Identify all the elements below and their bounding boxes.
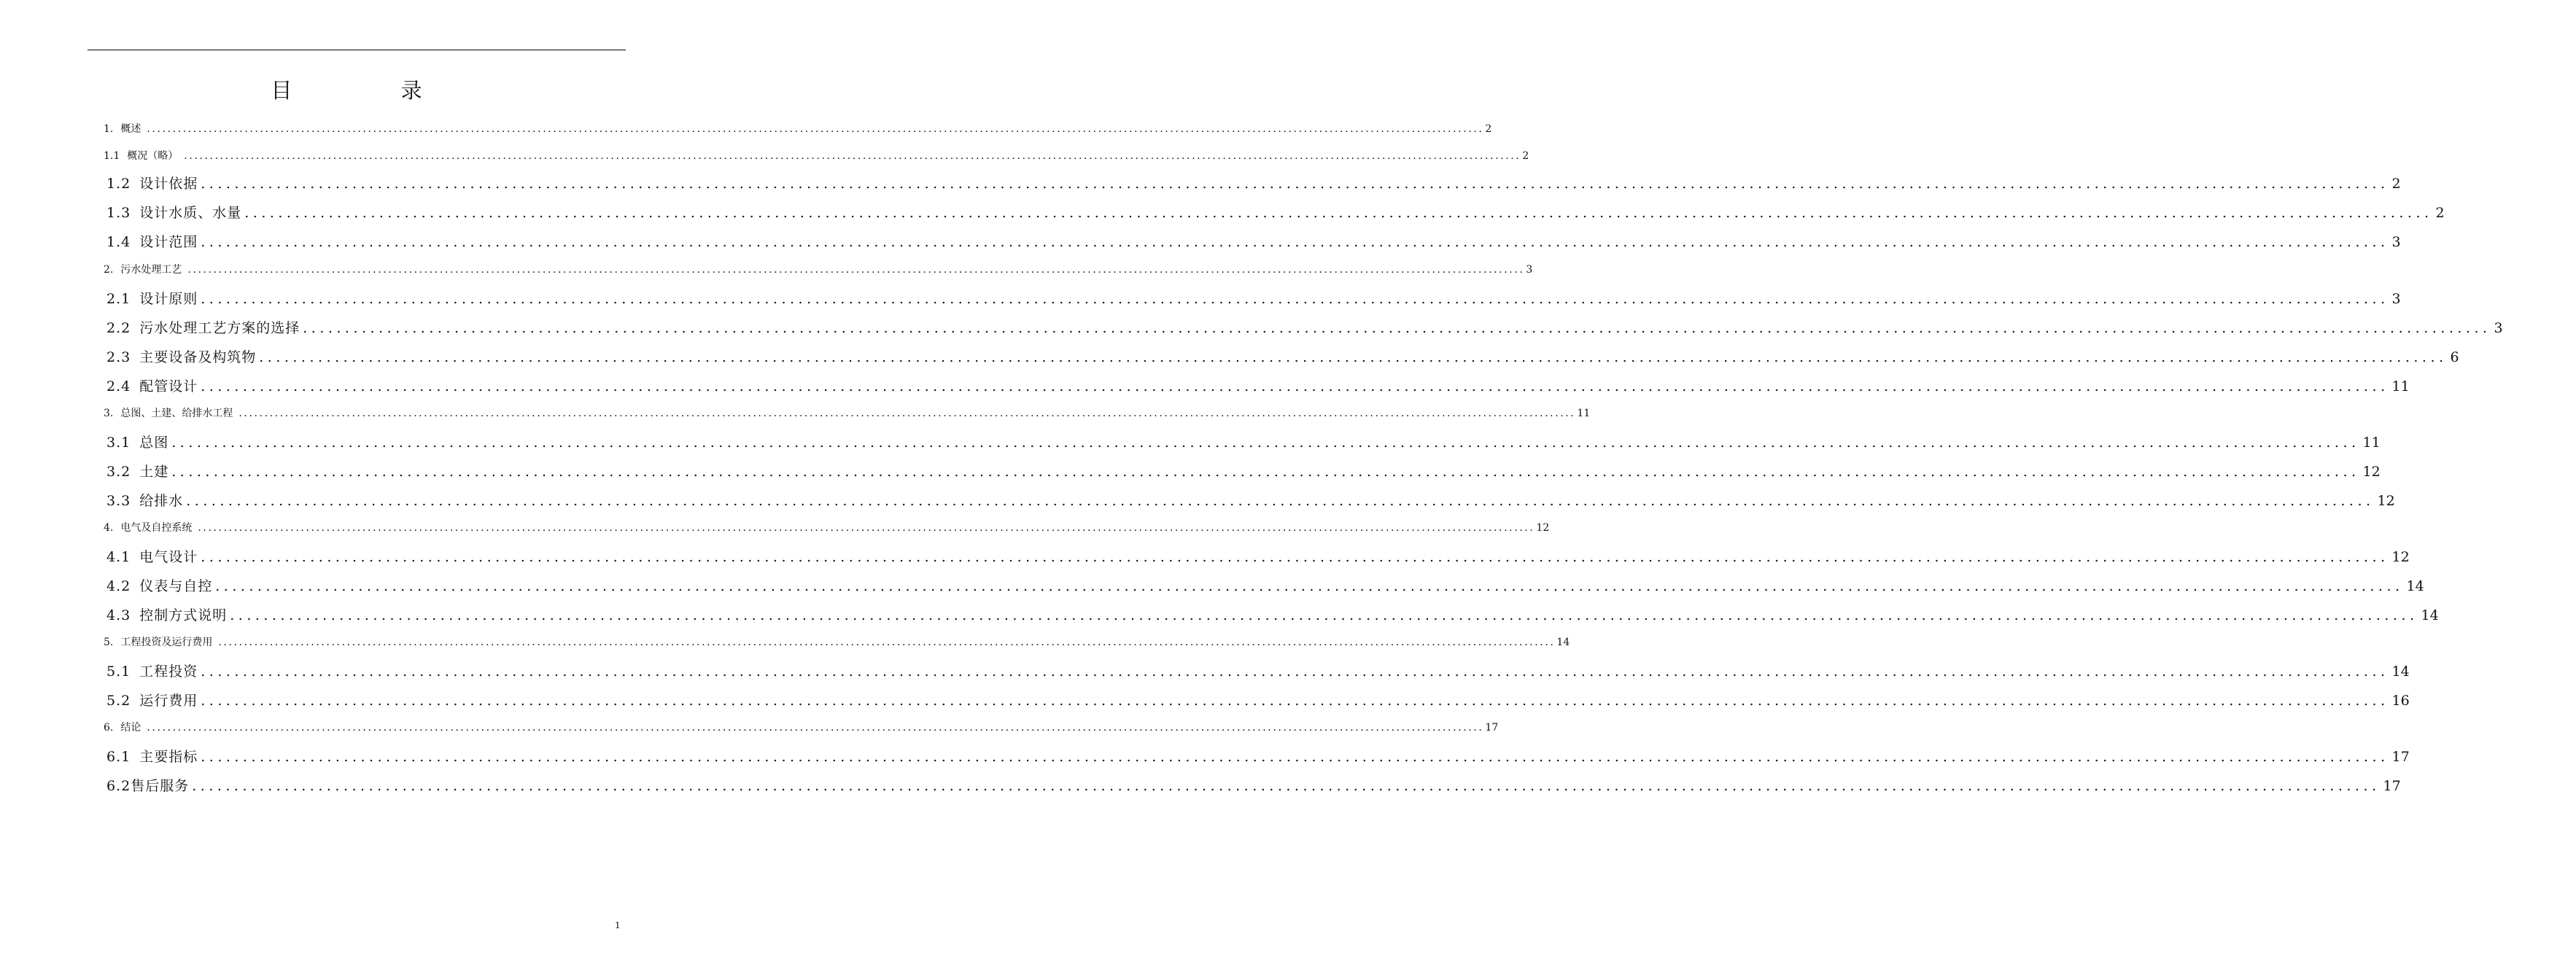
toc-entry-text: 设计水质、水量: [139, 205, 242, 221]
toc-entry-text: 控制方式说明: [139, 607, 228, 623]
toc-entry-page: 11: [2362, 435, 2381, 451]
toc-entry-page: 11: [1577, 408, 1591, 419]
toc-entry-number: 6.2: [106, 778, 131, 794]
toc-leader-dots: ....................................................................................................................................................................................................................................................................: [171, 435, 2360, 451]
toc-entry-1-1[interactable]: [0, 148, 1529, 164]
toc-entry-number: 2.1: [106, 291, 131, 307]
toc-entry-4-3[interactable]: [0, 604, 2439, 626]
toc-leader-dots: ....................................................................................................................................................................................................................................................................: [198, 522, 1535, 534]
toc-leader-dots: ....................................................................................................................................................................................................................................................................: [187, 264, 1525, 276]
toc-entry-page: 14: [2421, 607, 2439, 623]
toc-entry-page: 2: [2435, 205, 2445, 221]
toc-entry-number: 4.1: [106, 549, 131, 565]
toc-entry-page: 14: [2406, 578, 2424, 594]
toc-entry-number: 4.2: [106, 578, 131, 594]
toc-entry-4[interactable]: [0, 520, 1550, 536]
toc-leader-dots: ....................................................................................................................................................................................................................................................................: [244, 205, 2433, 221]
toc-entry-6-1[interactable]: [0, 746, 2410, 768]
toc-entry-2[interactable]: [0, 262, 1533, 278]
toc-entry-number: 1.: [104, 123, 114, 135]
toc-entry-3[interactable]: [0, 405, 1591, 421]
toc-entry-page: 17: [1485, 722, 1499, 734]
toc-entry-6-2[interactable]: [0, 775, 2401, 797]
toc-entry-number: 5.2: [106, 693, 131, 709]
toc-entry-number: 1.1: [104, 150, 120, 162]
toc-entry-number: 6.: [104, 722, 114, 734]
toc-leader-dots: ....................................................................................................................................................................................................................................................................: [171, 464, 2360, 480]
toc-entry-1-3[interactable]: [0, 202, 2445, 224]
toc-leader-dots: ....................................................................................................................................................................................................................................................................: [218, 637, 1556, 648]
toc-entry-text: 电气及自控系统: [120, 522, 193, 534]
toc-entry-text: 总图、土建、给排水工程: [120, 408, 233, 419]
toc-entry-1-2[interactable]: [0, 173, 2401, 195]
toc-leader-dots: ....................................................................................................................................................................................................................................................................: [303, 320, 2491, 336]
toc-entry-page: 3: [2494, 320, 2503, 336]
toc-entry-6[interactable]: [0, 720, 1499, 736]
toc-entry-text: 电气设计: [139, 549, 198, 565]
toc-leader-dots: ....................................................................................................................................................................................................................................................................: [201, 234, 2389, 250]
toc-entry-text: 概述: [120, 123, 141, 135]
toc-entry-number: 1.2: [106, 176, 131, 192]
toc-entry-page: 6: [2450, 349, 2459, 365]
page-number: 1: [615, 920, 621, 930]
toc-entry-2-3[interactable]: [0, 346, 2459, 368]
toc-entry-page: 2: [1522, 150, 1529, 162]
toc-entry-2-4[interactable]: [0, 376, 2410, 397]
toc-entry-5-2[interactable]: [0, 690, 2410, 712]
toc-entry-number: 5.1: [106, 664, 131, 680]
toc-entry-page: 2: [2391, 176, 2401, 192]
toc-entry-page: 12: [2391, 549, 2410, 565]
toc-entry-text: 概况（略）: [127, 150, 179, 162]
toc-entry-number: 3.2: [106, 464, 131, 480]
toc-leader-dots: ....................................................................................................................................................................................................................................................................: [201, 549, 2389, 565]
toc-entry-text: 主要指标: [139, 749, 198, 765]
toc-entry-page: 12: [2362, 464, 2381, 480]
toc-entry-3-3[interactable]: [0, 490, 2395, 512]
toc-entry-number: 6.1: [106, 749, 131, 765]
toc-entry-page: 2: [1485, 123, 1492, 135]
toc-entry-text: 总图: [139, 435, 169, 451]
toc-entry-number: 2.: [104, 264, 114, 276]
toc-entry-2-1[interactable]: [0, 288, 2401, 310]
toc-leader-dots: ....................................................................................................................................................................................................................................................................: [147, 722, 1484, 734]
toc-entry-page: 12: [2377, 493, 2395, 509]
toc-entry-number: 3.: [104, 408, 114, 419]
toc-entry-page: 3: [1526, 264, 1533, 276]
toc-entry-text: 结论: [120, 722, 141, 734]
toc-leader-dots: ....................................................................................................................................................................................................................................................................: [201, 749, 2389, 765]
toc-leader-dots: ....................................................................................................................................................................................................................................................................: [201, 176, 2389, 192]
toc-entry-number: 1.4: [106, 234, 131, 250]
toc-leader-dots: ....................................................................................................................................................................................................................................................................: [192, 778, 2381, 794]
toc-entry-text: 运行费用: [139, 693, 198, 709]
toc-entry-page: 14: [2391, 664, 2410, 680]
toc-entry-3-2[interactable]: [0, 461, 2381, 483]
toc-entry-number: 2.2: [106, 320, 131, 336]
toc-entry-number: 3.1: [106, 435, 131, 451]
toc-entry-page: 17: [2391, 749, 2410, 765]
toc-leader-dots: ....................................................................................................................................................................................................................................................................: [230, 607, 2418, 623]
toc-entry-page: 14: [1556, 637, 1570, 648]
toc-entry-number: 4.3: [106, 607, 131, 623]
toc-entry-text: 工程投资: [139, 664, 198, 680]
toc-leader-dots: ....................................................................................................................................................................................................................................................................: [238, 408, 1576, 419]
toc-leader-dots: ....................................................................................................................................................................................................................................................................: [201, 693, 2389, 709]
toc-leader-dots: ....................................................................................................................................................................................................................................................................: [184, 150, 1521, 162]
toc-entry-page: 17: [2383, 778, 2401, 794]
toc-entry-text: 配管设计: [139, 378, 198, 394]
toc-leader-dots: ....................................................................................................................................................................................................................................................................: [215, 578, 2404, 594]
toc-entry-page: 12: [1536, 522, 1550, 534]
toc-entry-number: 5.: [104, 637, 114, 648]
toc-entry-text: 设计依据: [139, 176, 198, 192]
toc-leader-dots: ....................................................................................................................................................................................................................................................................: [259, 349, 2448, 365]
toc-leader-dots: ....................................................................................................................................................................................................................................................................: [147, 123, 1484, 135]
toc-entry-4-2[interactable]: [0, 575, 2424, 597]
toc-entry-number: 4.: [104, 522, 114, 534]
toc-entry-3-1[interactable]: [0, 432, 2381, 454]
toc-entry-text: 售后服务: [131, 778, 190, 794]
toc-entry-text: 污水处理工艺方案的选择: [139, 320, 300, 336]
toc-entry-1[interactable]: [0, 121, 1492, 137]
toc-entry-4-1[interactable]: [0, 546, 2410, 568]
toc-entry-2-2[interactable]: [0, 317, 2503, 339]
toc-entry-text: 土建: [139, 464, 169, 480]
toc-entry-page: 3: [2391, 291, 2401, 307]
toc-leader-dots: ....................................................................................................................................................................................................................................................................: [201, 378, 2389, 394]
toc-leader-dots: ....................................................................................................................................................................................................................................................................: [186, 493, 2375, 509]
toc-entry-page: 3: [2391, 234, 2401, 250]
toc-entry-text: 给排水: [139, 493, 184, 509]
toc-leader-dots: ....................................................................................................................................................................................................................................................................: [201, 664, 2389, 680]
toc-entry-text: 设计原则: [139, 291, 198, 307]
toc-entry-number: 2.4: [106, 378, 131, 394]
toc-entry-page: 16: [2391, 693, 2410, 709]
toc-entry-5-1[interactable]: [0, 661, 2410, 682]
toc-entry-number: 3.3: [106, 493, 131, 509]
toc-entry-text: 设计范围: [139, 234, 198, 250]
toc-leader-dots: ....................................................................................................................................................................................................................................................................: [201, 291, 2389, 307]
toc-entry-text: 污水处理工艺: [120, 264, 182, 276]
toc-entry-number: 1.3: [106, 205, 131, 221]
toc-entry-text: 工程投资及运行费用: [120, 637, 213, 648]
toc-entry-number: 2.3: [106, 349, 131, 365]
toc-entry-1-4[interactable]: [0, 231, 2401, 253]
toc-entry-page: 11: [2391, 378, 2410, 394]
toc-entry-text: 主要设备及构筑物: [139, 349, 257, 365]
toc-entry-text: 仪表与自控: [139, 578, 213, 594]
toc-entry-5[interactable]: [0, 634, 1570, 650]
page-title: 目 录: [271, 78, 473, 103]
